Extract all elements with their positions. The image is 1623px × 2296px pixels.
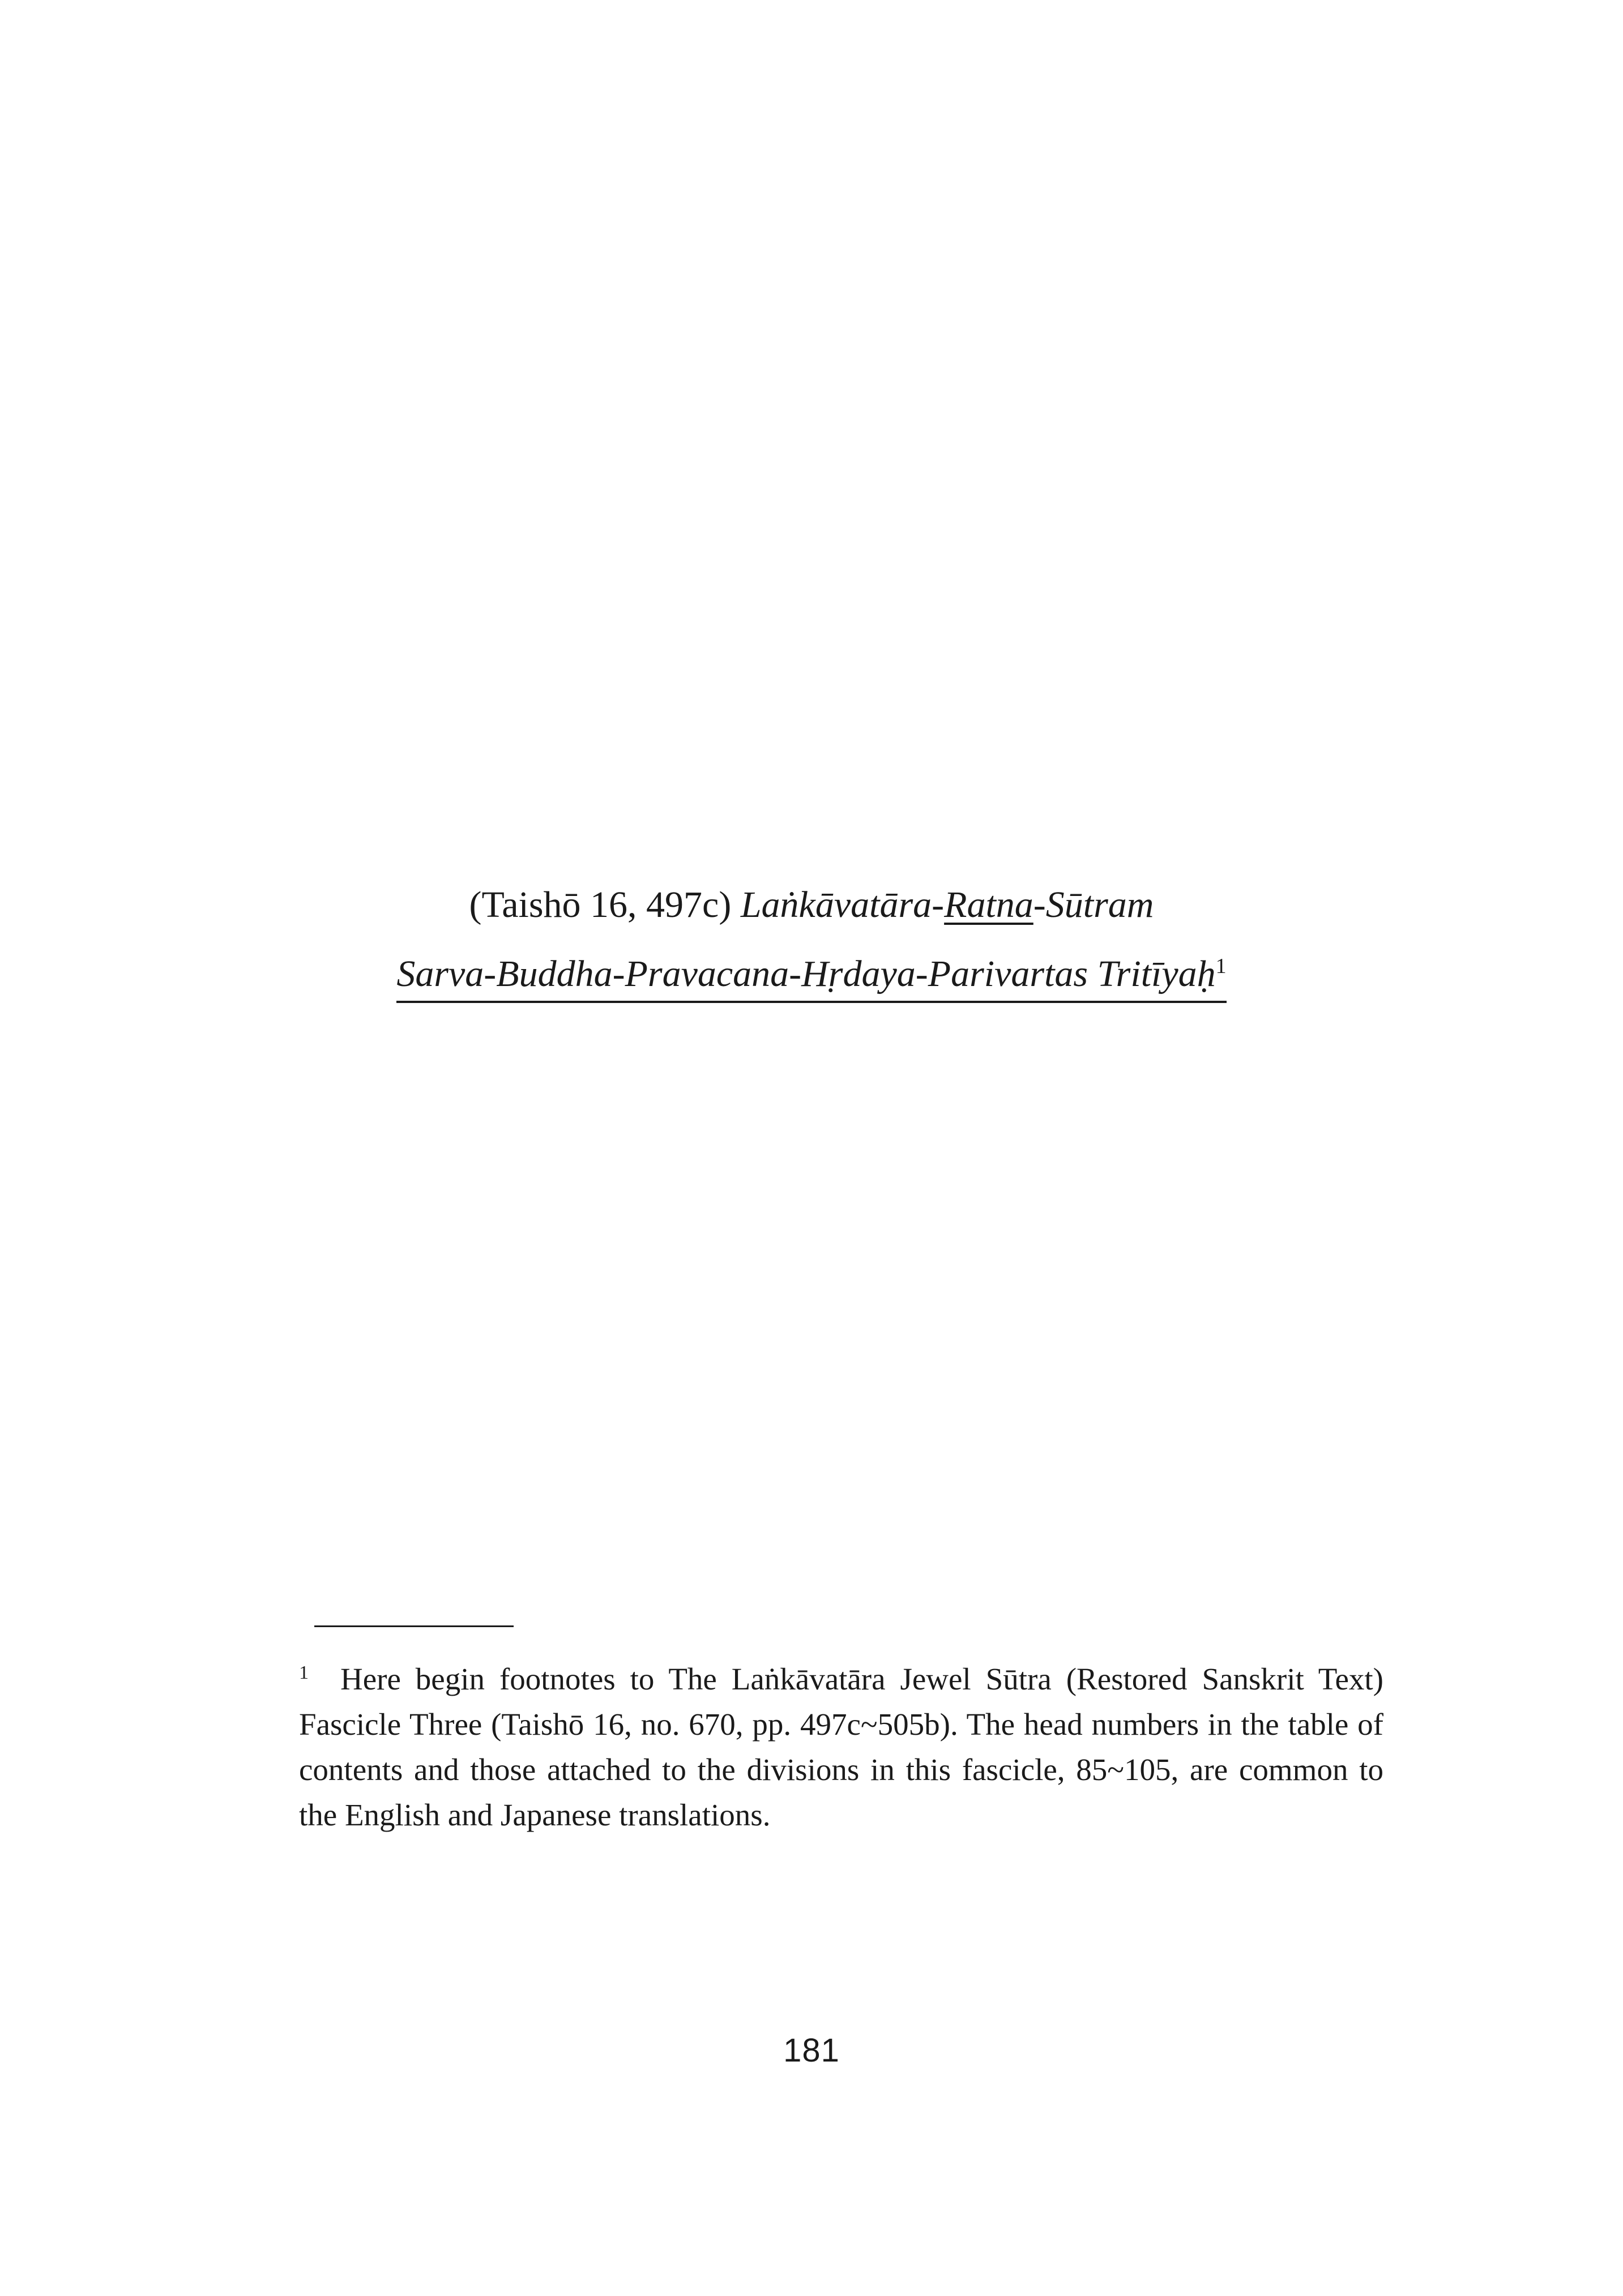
taisho-reference: (Taishō 16, 497c) bbox=[469, 884, 732, 925]
title-part-sutram: -Sūtram bbox=[1033, 884, 1154, 925]
page-number: 181 bbox=[783, 2032, 840, 2069]
footnote-number: 1 bbox=[299, 1662, 309, 1683]
title-part-lankavatara: Laṅkāvatāra- bbox=[740, 884, 945, 925]
chapter-subtitle bbox=[396, 955, 1226, 1003]
footnote-text: Here begin footnotes to The Laṅkāvatāra Jewel Sūtra (Restored Sanskrit Text) Fascicle Three (Taishō 16, no. 670, pp. 497c~505b). The head numbers in the table of contents and those attached to the divisions in this fascicle, 85~105, are common to the English and Japanese translations. bbox=[299, 1662, 1383, 1832]
footnote-separator bbox=[314, 1625, 514, 1627]
title-heading bbox=[0, 886, 1623, 924]
title-block bbox=[0, 886, 1623, 1003]
footnote-reference-mark[interactable]: 1 bbox=[1215, 954, 1227, 978]
chapter-subtitle-text: Sarva-Buddha-Pravacana-Hṛdaya-Parivartas Tritīyaḥ bbox=[396, 953, 1216, 995]
footnote bbox=[299, 1657, 1383, 1838]
title-part-ratna: Ratna bbox=[944, 884, 1033, 925]
